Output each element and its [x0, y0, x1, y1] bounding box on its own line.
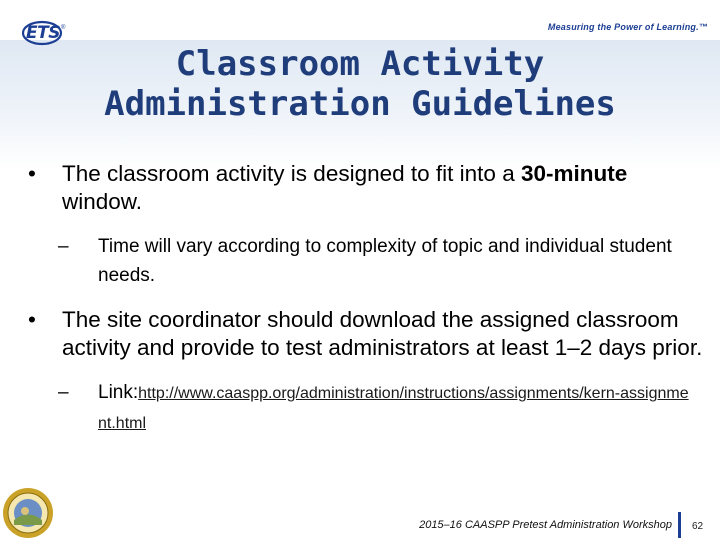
sub-bullet-1-text: Time will vary according to complexity of topic and individual student needs.	[98, 236, 672, 286]
logo-registered-mark: ®	[61, 25, 66, 31]
bullet-1-text-after: window.	[62, 189, 143, 214]
ets-logo	[22, 20, 66, 46]
dash-marker: –	[58, 236, 69, 257]
bullet-1-text-before: The classroom activity is designed to fit into a	[62, 161, 521, 186]
dash-marker: –	[58, 382, 69, 403]
link-label: Link:	[98, 382, 139, 403]
bullet-marker: •	[28, 161, 36, 186]
sub-bullet-item-1	[28, 232, 708, 290]
title-line-2: Administration Guidelines	[104, 84, 616, 124]
logo-text: ETS	[26, 23, 60, 43]
tagline: Measuring the Power of Learning.™	[547, 22, 708, 32]
page-number: 62	[692, 521, 704, 532]
bullet-item-1	[28, 160, 708, 216]
sub-bullet-item-2	[28, 378, 708, 438]
slide-title	[60, 44, 660, 124]
bullet-2-text: The site coordinator should download the assigned classroom activity and provide to test administrators at least 1–2 days prior.	[62, 307, 703, 360]
bullet-marker: •	[28, 307, 36, 332]
title-line-1: Classroom Activity	[175, 44, 545, 84]
footer-text: 2015–16 CAASPP Pretest Administration Workshop	[419, 519, 672, 531]
bullet-item-2	[28, 306, 708, 362]
footer-divider	[678, 512, 681, 538]
slide-content	[28, 160, 708, 454]
state-seal-icon	[2, 487, 54, 539]
assignment-link[interactable]: http://www.caaspp.org/administration/instructions/assignments/kern-assignment.html	[98, 385, 689, 432]
bullet-1-bold: 30-minute	[520, 161, 628, 186]
